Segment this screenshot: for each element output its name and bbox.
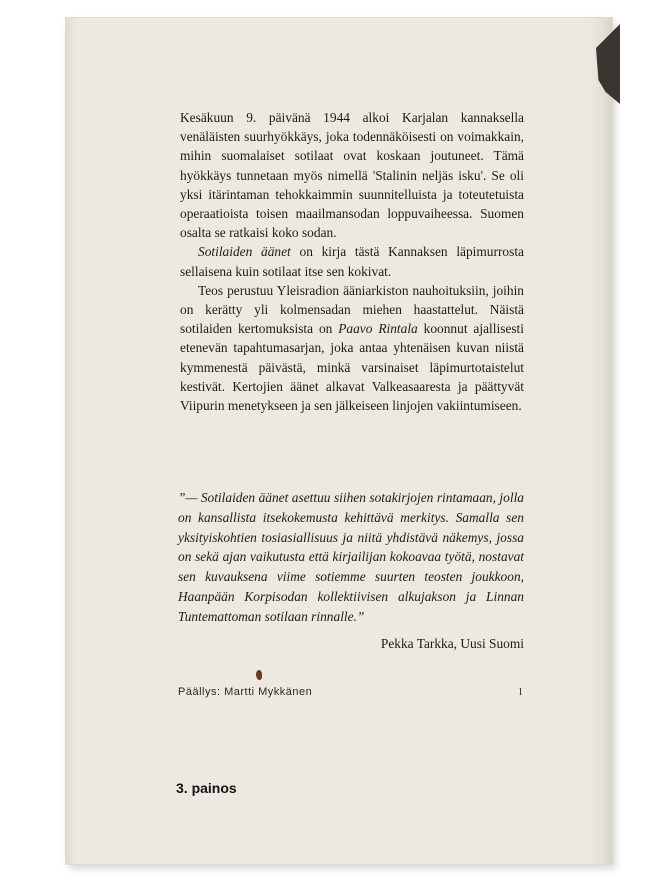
blurb-paragraph-3 [180, 281, 524, 415]
printer-mark: l [519, 686, 523, 698]
blurb-paragraph-2 [180, 242, 524, 280]
blurb-text [180, 108, 524, 415]
ink-stain [256, 670, 262, 680]
author-name: Paavo Rintala [338, 321, 418, 337]
book-title: Sotilaiden äänet [198, 244, 291, 260]
review-quote: ”— Sotilaiden äänet asettuu siihen sotakirjojen rintamaan, jolla on kansallista itsekokemusta kehittävä merkitys. Samalla sen yksityiskohtien tosiasiallisuus ja niitä yhdistävä näkemys, jossa on sekä ajan vaikutusta että kirjailijan kokoavaa työtä, nostavat sen kuvauksena viime sotiemme suurten teosten joukkoon, Haanpään Korpisodan kollektiivisen alkujakson ja Linnan Tuntemattoman sotilaan rinnalle.” [178, 490, 524, 624]
worn-spine-edge [590, 18, 612, 864]
review-attribution: Pekka Tarkka, Uusi Suomi [380, 636, 524, 651]
cover-designer-credit: Päällys: Martti Mykkänen [178, 686, 313, 698]
blurb-paragraph-2-text: on kirja tästä Kannaksen läpimurrosta sellaisena kuin sotilaat itse sen kokivat. [180, 244, 524, 279]
edition-label: 3. painos [176, 780, 237, 796]
blurb-paragraph-3-text-a: Teos perustuu Yleisradion ääniarkiston nauhoituksiin, joihin on kerätty yli kolmensadan miehen haastattelut. Näistä sotilaiden kertomuksista on [180, 282, 524, 337]
blurb-paragraph-3-text-b: koonnut ajallisesti etenevän tapahtumasarjan, joka antaa yhtenäisen kuvan niistä kymmenestä päivästä, minkä varsinaiset läpimurtotaistelut kestivät. Kertojien äänet alkavat Valkeasaaresta ja päättyvät Viipurin menetykseen ja sen jälkeiseen linjojen vakiintumiseen. [180, 321, 524, 414]
blurb-paragraph-1: Kesäkuun 9. päivänä 1944 alkoi Karjalan kannaksella venäläisten suurhyökkäys, joka todennäköisesti on voimakkain, mihin suomalaiset sotilaat ovat koskaan joutuneet. Tämä hyökkäys tunnetaan myös nimellä 'Stalinin neljäs isku'. Se oli yksi itärintaman tehokkaimmin suunnitelluista ja toteutetuista operaatioista toisen maailmansodan loppuvaiheessa. Suomen osalta se ratkaisi koko sodan. [180, 110, 524, 241]
